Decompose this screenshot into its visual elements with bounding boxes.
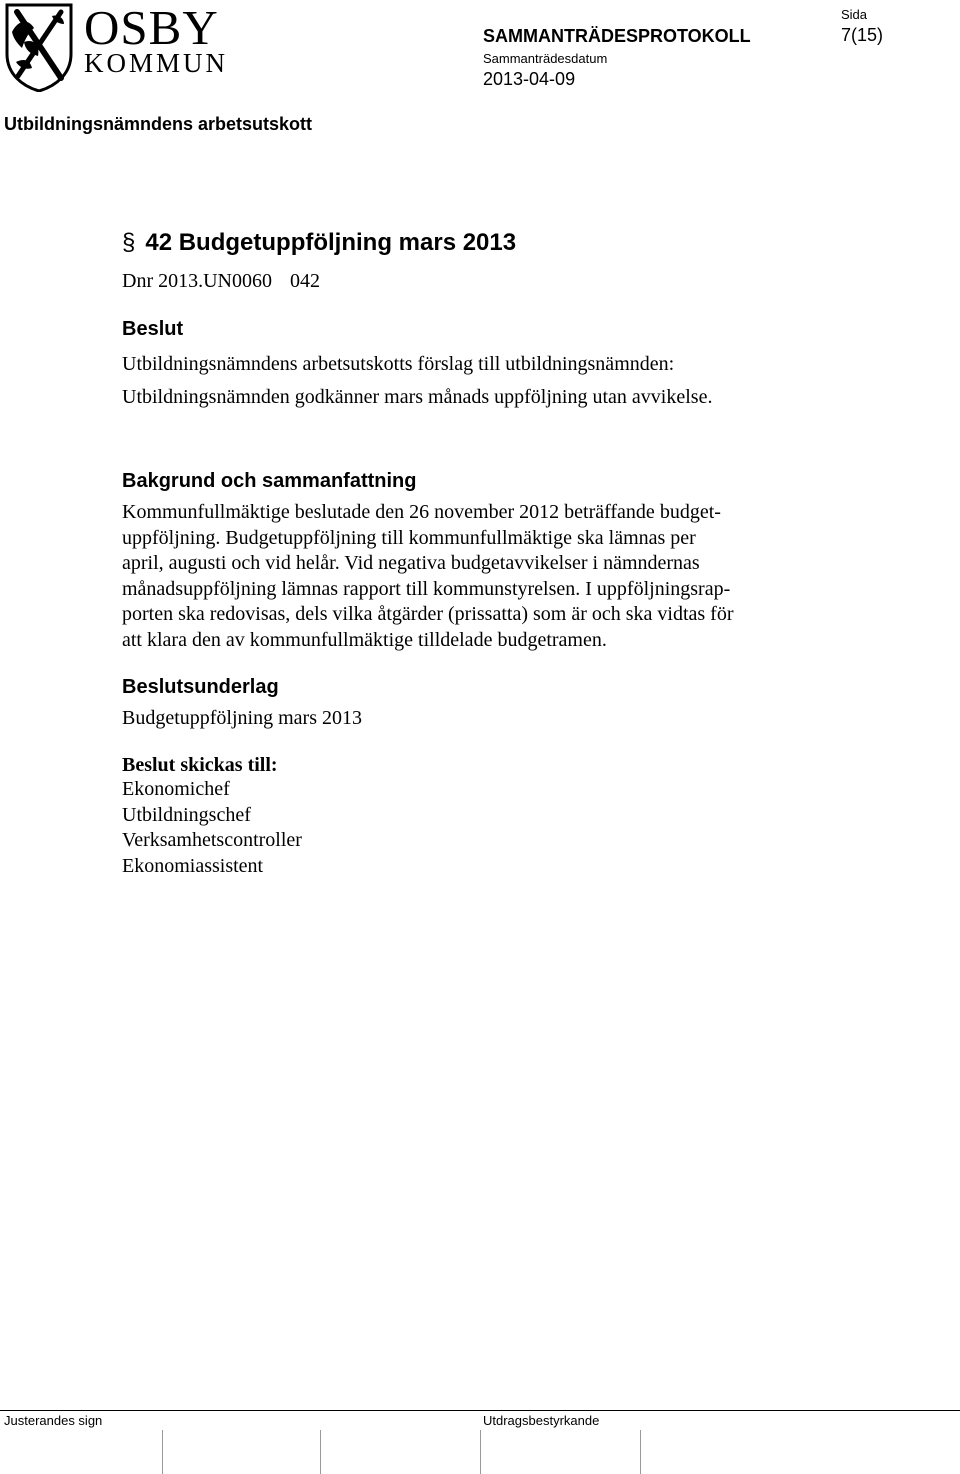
decision-line-2: Utbildningsnämnden godkänner mars månads uppföljning utan avvikelse. bbox=[122, 386, 713, 408]
background-line: att klara den av kommunfullmäktige tilldelade budgetramen. bbox=[122, 628, 607, 651]
background-line: april, augusti och vid helår. Vid negativa budgetavvikelser i nämndernas bbox=[122, 552, 700, 574]
recipient-item: Verksamhetscontroller bbox=[122, 829, 302, 851]
recipient-item: Ekonomichef bbox=[122, 778, 230, 800]
decision-heading: Beslut bbox=[122, 318, 184, 340]
recipient-item: Ekonomiassistent bbox=[122, 854, 264, 877]
justering-label: Justerandes sign bbox=[4, 1413, 103, 1428]
signature-box-divider bbox=[162, 1430, 163, 1474]
background-line: porten ska redovisas, dels vilka åtgärder (prissatta) som är och ska vidtas för bbox=[122, 603, 734, 625]
background-line: Kommunfullmäktige beslutade den 26 november 2012 beträffande budget- bbox=[122, 501, 721, 523]
background-text bbox=[122, 500, 812, 653]
signature-box-divider bbox=[320, 1430, 321, 1474]
signature-box-divider bbox=[480, 1430, 481, 1474]
paragraph-number-title: 42 Budgetuppföljning mars 2013 bbox=[145, 229, 517, 256]
background-line: månadsuppföljning lämnas rapport till kommunstyrelsen. I uppföljningsrap- bbox=[122, 577, 731, 600]
basis-heading: Beslutsunderlag bbox=[122, 676, 279, 698]
background-heading: Bakgrund och sammanfattning bbox=[122, 470, 417, 492]
extract-certification-label: Utdragsbestyrkande bbox=[483, 1413, 600, 1428]
page-label: Sida bbox=[841, 7, 868, 22]
diary-number bbox=[122, 268, 320, 294]
signature-box-divider bbox=[640, 1430, 641, 1474]
section-symbol: § bbox=[122, 229, 136, 256]
diary-number-prefix: Dnr 2013.UN0060 bbox=[122, 270, 272, 292]
diary-number-code: 042 bbox=[290, 270, 320, 292]
page-number: 7(15) bbox=[841, 25, 884, 45]
recipient-item: Utbildningschef bbox=[122, 803, 251, 826]
footer-divider bbox=[0, 1410, 960, 1411]
background-line: uppföljning. Budgetuppföljning till kommunfullmäktige ska lämnas per bbox=[122, 526, 696, 549]
meeting-date-value: 2013-04-09 bbox=[483, 69, 576, 89]
logo-osby-text: OSBY bbox=[84, 0, 219, 55]
meeting-date-label: Sammanträdesdatum bbox=[483, 51, 608, 66]
paragraph-title bbox=[122, 227, 516, 259]
logo-kommun-text: KOMMUN bbox=[84, 48, 229, 78]
recipients-list bbox=[122, 777, 302, 879]
osby-coat-of-arms-icon bbox=[4, 2, 74, 92]
document-type: SAMMANTRÄDESPROTOKOLL bbox=[483, 26, 751, 46]
committee-name: Utbildningsnämndens arbetsutskott bbox=[4, 114, 313, 134]
basis-item: Budgetuppföljning mars 2013 bbox=[122, 707, 362, 729]
decision-line-1: Utbildningsnämndens arbetsutskotts förslag till utbildningsnämnden: bbox=[122, 353, 675, 375]
recipients-heading: Beslut skickas till: bbox=[122, 754, 278, 776]
